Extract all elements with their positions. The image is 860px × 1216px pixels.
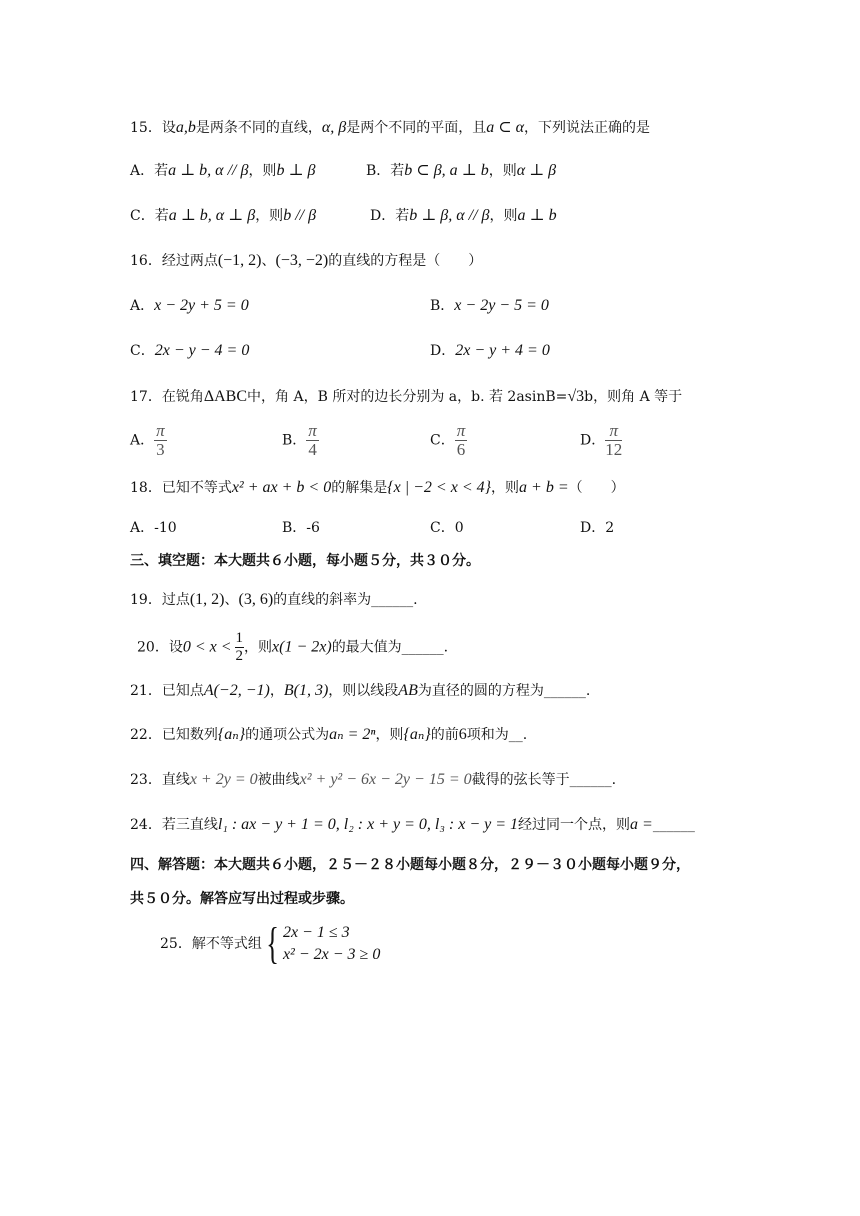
option-label: A．: [130, 432, 155, 449]
q15-option-a: [130, 160, 315, 182]
q19-point-2: (3, 6): [238, 591, 274, 608]
option-text: ，则: [489, 208, 518, 224]
q19: [130, 589, 418, 611]
q17-sqrt: √3: [567, 388, 585, 405]
q17-fraction-c: [455, 422, 468, 459]
q25-equation-2: x² − 2x − 3 ≥ 0: [282, 946, 381, 963]
option-result: b // β: [283, 207, 317, 224]
option-expr: b ⊂ β, a ⊥ b: [404, 162, 489, 179]
q25-equation-1: 2x − 1 ≤ 3: [282, 924, 350, 941]
option-label: A．: [130, 298, 155, 314]
q22-number: 22．已知数列: [130, 727, 218, 743]
q25-system: [283, 922, 380, 966]
q15-text: 是两条不同的直线，: [195, 120, 322, 136]
q15-option-c: [130, 205, 316, 227]
q20-fraction: [235, 630, 245, 665]
q24-blank: ______: [652, 817, 695, 833]
option-text: B．-6: [282, 520, 320, 536]
q20-number: 20．设: [137, 639, 183, 656]
q17-option-d: [580, 422, 622, 459]
q18-option-a: [130, 517, 177, 539]
q23-number: 23．直线: [130, 772, 190, 788]
q24-lines: l₁ : ax − y + 1 = 0, l₂ : x + y = 0, l₃ : x − y = 1: [217, 816, 519, 833]
q24-target: a =: [630, 816, 653, 833]
option-expr: 2x − y + 4 = 0: [455, 342, 550, 359]
denominator: 3: [156, 440, 165, 459]
section-heading-text: 四、解答题：本大题共６小题，２５－２８小题每小题８分，２９－３０小题每小题９分，: [130, 857, 690, 873]
q22-count: 6: [458, 726, 467, 743]
q16-point-2: (−3, −2): [275, 252, 329, 269]
q24: [130, 814, 695, 836]
q22: [130, 724, 527, 746]
option-label: B．若: [366, 163, 405, 179]
numerator: π: [156, 421, 165, 440]
option-label: D．: [580, 432, 606, 449]
q20-condition: 0 < x <: [182, 638, 232, 656]
q15-option-d: [370, 205, 557, 227]
q19-separator: 、: [224, 592, 239, 608]
q21-segment: AB: [398, 682, 418, 699]
q24-number: 24．若三直线: [130, 817, 218, 833]
q19-number: 19．过点: [130, 592, 190, 608]
numerator: 1: [235, 630, 244, 646]
option-label: D．: [430, 343, 456, 359]
option-expr: b ⊥ β, α // β: [409, 207, 490, 224]
q20: [137, 630, 448, 665]
option-expr: x − 2y + 5 = 0: [154, 297, 249, 314]
denominator: 6: [456, 440, 466, 459]
section-4-heading: [130, 854, 690, 876]
option-label: B．: [430, 298, 455, 314]
q17-triangle: ΔABC: [203, 388, 248, 405]
q17-number: 17．在锐角: [130, 389, 204, 405]
q18-stem: [130, 477, 625, 499]
option-expr: x − 2y − 5 = 0: [454, 297, 549, 314]
option-expr: 2x − y − 4 = 0: [154, 342, 250, 359]
q18-option-d: [580, 517, 614, 539]
q20-text: 的最大值为______.: [331, 639, 449, 656]
option-text: D．2: [580, 520, 615, 536]
q21: [130, 680, 590, 702]
option-result: a ⊥ b: [517, 207, 557, 224]
q21-text: 为直径的圆的方程为______.: [417, 683, 591, 699]
q18-solution-set: {x | −2 < x < 4}: [387, 479, 492, 496]
q21-point-a: A(−2, −1): [203, 682, 270, 699]
q23-text: 被曲线: [257, 772, 300, 788]
option-text: C．0: [430, 520, 464, 536]
q17-stem: [130, 386, 682, 408]
q16-option-d: [430, 340, 550, 362]
q23: [130, 769, 616, 791]
numerator: π: [605, 422, 622, 441]
denominator: 4: [308, 440, 317, 459]
q17-option-b: [282, 422, 319, 459]
section-3-heading: [130, 550, 480, 572]
q15-option-b: [366, 160, 556, 182]
q18-option-c: [430, 517, 464, 539]
q16-option-b: [430, 295, 549, 317]
q22-text: ，则: [375, 727, 404, 743]
denominator: 12: [605, 440, 623, 459]
option-result: α ⊥ β: [516, 162, 557, 179]
q22-sequence: {aₙ}: [217, 726, 246, 743]
q17-fraction-d: [605, 422, 622, 459]
q17-fraction-b: [306, 422, 319, 459]
q22-text: 项和为__.: [466, 727, 528, 743]
q25: [160, 919, 381, 968]
q16-stem: [130, 250, 482, 272]
q21-point-b: B(1, 3): [283, 682, 329, 699]
q23-curve-equation: x² + y² − 6x − 2y − 15 = 0: [299, 771, 472, 788]
q16-separator: 、: [261, 253, 276, 269]
section-heading-text: 三、填空题：本大题共６小题，每小题５分，共３０分。: [130, 553, 480, 569]
q16-option-c: [130, 340, 249, 362]
section-heading-text: 共５０分。解答应写出过程或步骤。: [130, 891, 354, 907]
q20-expression: x(1 − 2x): [272, 638, 332, 656]
q21-number: 21．已知点: [130, 683, 204, 699]
q16-number: 16．经过两点: [130, 253, 218, 269]
option-text: ，则: [248, 163, 277, 179]
q18-text: 的解集是: [331, 480, 388, 496]
q15-number: 15．设: [130, 120, 176, 136]
q24-text: 经过同一个点，则: [518, 817, 631, 833]
q15-text: 是两个不同的平面，且: [346, 120, 487, 136]
q18-inequality: x² + ax + b < 0: [231, 479, 332, 496]
q16-option-a: [130, 295, 249, 317]
section-4-heading-line2: [130, 888, 354, 910]
q23-text: 截得的弦长等于______.: [471, 772, 617, 788]
option-label: C．: [430, 432, 455, 449]
numerator: π: [308, 421, 317, 440]
option-label: B．: [282, 432, 307, 449]
option-expr: a ⊥ b, α // β: [168, 162, 249, 179]
numerator: π: [456, 421, 466, 440]
q18-target: a + b =: [519, 479, 569, 496]
q18-number: 18．已知不等式: [130, 480, 232, 496]
denominator: 2: [235, 648, 244, 664]
q17-text: 中，角 A，B 所对的边长分别为 a，b. 若 2asinB=: [247, 389, 568, 405]
q15-lines-ab: a,b: [175, 119, 196, 136]
q21-separator: ，: [269, 683, 284, 699]
option-text: ，则: [488, 163, 517, 179]
q18-option-b: [282, 517, 320, 539]
q22-sequence: {aₙ}: [403, 726, 431, 743]
q15-planes: α, β: [321, 119, 347, 136]
option-label: C．: [130, 343, 155, 359]
q25-number: 25．解不等式组: [160, 936, 262, 952]
q22-text: 的通项公式为: [245, 727, 330, 743]
q18-text: （ ）: [568, 480, 625, 496]
q15-condition: a ⊂ α: [486, 119, 525, 136]
q17-option-c: [430, 422, 467, 459]
q17-text: b，则角 A 等于: [584, 389, 683, 405]
option-text: ，则: [255, 208, 284, 224]
q18-text: ，则: [491, 480, 520, 496]
option-text: A．-10: [130, 520, 177, 536]
option-label: A．若: [130, 163, 169, 179]
q20-text: ，则: [244, 639, 273, 656]
q22-formula: aₙ = 2ⁿ: [329, 726, 376, 743]
option-expr: a ⊥ b, α ⊥ β: [168, 207, 256, 224]
q15-stem: [130, 117, 650, 139]
q16-text: 的直线的方程是（ ）: [328, 253, 483, 269]
q19-text: 的直线的斜率为______.: [273, 592, 418, 608]
q19-point-1: (1, 2): [189, 591, 225, 608]
q23-line-equation: x + 2y = 0: [189, 771, 258, 788]
q15-text: ，下列说法正确的是: [524, 120, 651, 136]
q17-option-a: [130, 422, 167, 459]
q22-text: 的前: [430, 727, 459, 743]
q21-text: ，则以线段: [328, 683, 399, 699]
brace-icon: {: [266, 919, 279, 968]
option-label: D．若: [370, 208, 410, 224]
option-result: b ⊥ β: [276, 162, 316, 179]
q17-fraction-a: [154, 422, 167, 459]
option-label: C．若: [130, 208, 169, 224]
q16-point-1: (−1, 2): [217, 252, 262, 269]
